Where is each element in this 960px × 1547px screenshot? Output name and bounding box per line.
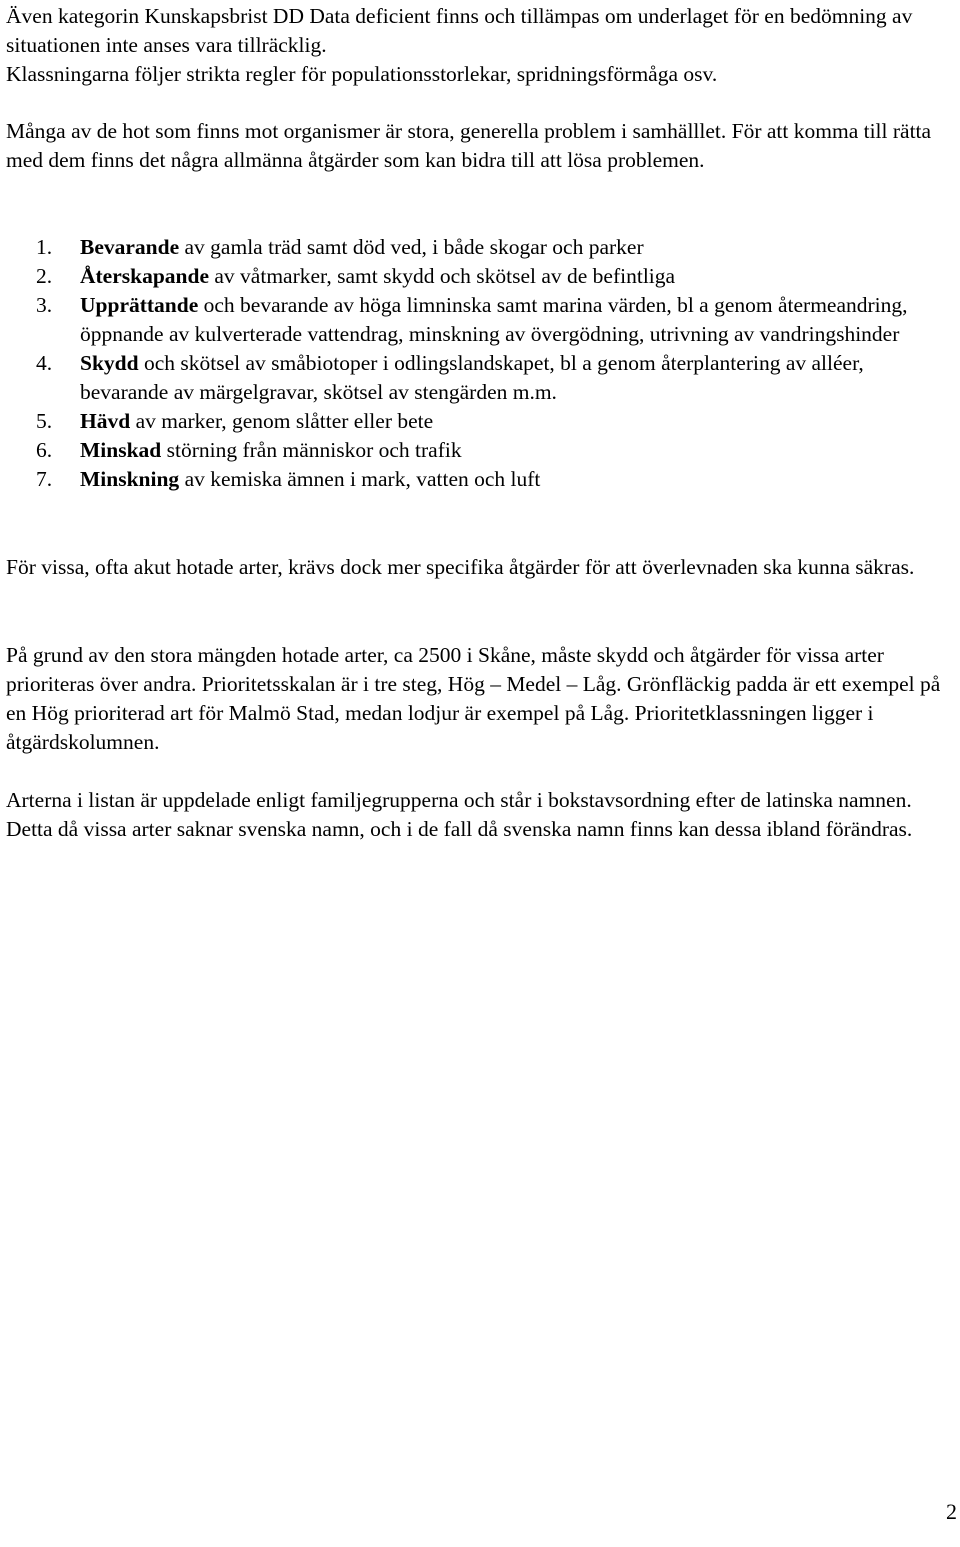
measure-number: 3. [36, 293, 53, 317]
measure-number: 2. [36, 264, 53, 288]
priority-paragraph: På grund av den stora mängden hotade arter, ca 2500 i Skåne, måste skydd och åtgärder för vissa arter prioriteras över andra. Prioritetsskalan är i tre steg, Hög – Medel – Låg. Grönfläckig padda är ett exempel på en Hög prioriterad art för Malmö Stad, medan lodjur är exempel på Låg. Prioritetklassningen ligger i åtgärdskolumnen. [6, 643, 941, 754]
measure-item [6, 436, 951, 465]
measure-text: av våtmarker, samt skydd och skötsel av de befintliga [209, 264, 676, 288]
specific-measures-paragraph: För vissa, ofta akut hotade arter, krävs dock mer specifika åtgärder för att överlevnaden ska kunna säkras. [6, 555, 915, 579]
measure-keyword: Upprättande [80, 293, 199, 317]
measure-text: och skötsel av småbiotoper i odlingslandskapet, bl a genom återplantering av alléer, bevarande av märgelgravar, skötsel av stengärden m.m. [80, 351, 864, 404]
measure-keyword: Minskning [80, 467, 180, 491]
measure-item [6, 291, 951, 349]
measure-keyword: Återskapande [80, 264, 210, 288]
measure-number: 6. [36, 438, 53, 462]
measure-text: av gamla träd samt död ved, i både skogar och parker [179, 235, 644, 259]
intro-line-data-deficient: Även kategorin Kunskapsbrist DD Data deficient finns och tillämpas om underlaget för en bedömning av situationen inte anses vara tillräcklig. [6, 4, 913, 57]
measure-number: 4. [36, 351, 53, 375]
measure-text: och bevarande av höga limninska samt marina värden, bl a genom återmeandring, öppnande av kulverterade vattendrag, minskning av övergödning, utrivning av vandringshinder [80, 293, 908, 346]
measure-number: 7. [36, 467, 53, 491]
page-number: 2 [946, 1499, 957, 1524]
measure-item [6, 349, 951, 407]
species-order-paragraph: Arterna i listan är uppdelade enligt familjegrupperna och står i bokstavsordning efter de latinska namnen. Detta då vissa arter saknar svenska namn, och i de fall då svenska namn finns kan dessa ibland förändras. [6, 788, 913, 841]
measure-text: av kemiska ämnen i mark, vatten och luft [179, 467, 541, 491]
measure-item [6, 465, 951, 494]
measure-keyword: Minskad [80, 438, 162, 462]
measure-number: 5. [36, 409, 53, 433]
measure-item [6, 407, 951, 436]
measure-number: 1. [36, 235, 53, 259]
threats-paragraph: Många av de hot som finns mot organismer är stora, generella problem i samhälllet. För att komma till rätta med dem finns det några allmänna åtgärder som kan bidra till att lösa problemen. [6, 119, 932, 172]
measure-text: störning från människor och trafik [161, 438, 462, 462]
measure-keyword: Bevarande [80, 235, 180, 259]
intro-paragraph [6, 2, 951, 89]
measure-item [6, 233, 951, 262]
measure-text: av marker, genom slåtter eller bete [130, 409, 434, 433]
measure-keyword: Skydd [80, 351, 139, 375]
measure-item [6, 262, 951, 291]
intro-line-classification: Klassningarna följer strikta regler för populationsstorlekar, spridningsförmåga osv. [6, 62, 718, 86]
measure-keyword: Hävd [80, 409, 131, 433]
measures-list [6, 233, 951, 494]
